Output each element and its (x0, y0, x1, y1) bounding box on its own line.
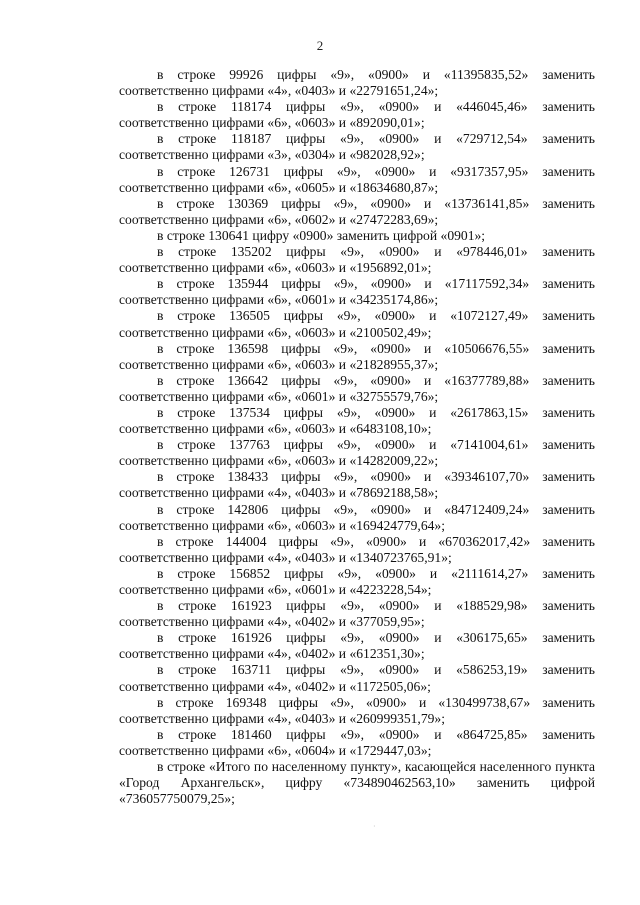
amendment-line-2: соответственно цифрами «6», «0603» и «169424779,64»; (119, 517, 445, 533)
amendment-line-1: в строке 126731 цифры «9», «0900» и «9317357,95» заменить (157, 163, 595, 179)
amendment-line-2: соответственно цифрами «4», «0403» и «1340723765,91»; (119, 549, 452, 565)
amendment-item (119, 228, 595, 244)
amendment-item (119, 695, 595, 727)
amendment-item (119, 437, 595, 469)
amendment-line-1: в строке 163711 цифры «9», «0900» и «586253,19» заменить (157, 662, 595, 678)
amendment-line-1: в строке 137534 цифры «9», «0900» и «2617863,15» заменить (157, 404, 595, 420)
amendment-line-1: в строке 144004 цифры «9», «0900» и «670362017,42» заменить (157, 533, 595, 549)
amendment-item (119, 196, 595, 228)
amendment-line-2: соответственно цифрами «4», «0403» и «22791651,24»; (119, 83, 439, 99)
amendment-line-1: в строке 161926 цифры «9», «0900» и «306175,65» заменить (157, 630, 595, 646)
document-body (119, 67, 595, 759)
amendment-line-1: в строке 130369 цифры «9», «0900» и «13736141,85» заменить (157, 195, 595, 211)
amendment-line-2: соответственно цифрами «6», «0601» и «34235174,86»; (119, 292, 439, 308)
amendment-item (119, 598, 595, 630)
amendment-line-1: в строке 156852 цифры «9», «0900» и «2111614,27» заменить (157, 565, 595, 581)
amendment-line-2: соответственно цифрами «6», «0603» и «1956892,01»; (119, 260, 432, 276)
margin-mark: · (373, 822, 376, 831)
amendment-line-2: соответственно цифрами «4», «0402» и «1172505,06»; (119, 678, 431, 694)
amendment-line-1: в строке 181460 цифры «9», «0900» и «864725,85» заменить (157, 726, 595, 742)
amendment-line-2: соответственно цифрами «4», «0402» и «377059,95»; (119, 614, 425, 630)
amendment-line-1: в строке 118187 цифры «9», «0900» и «729712,54» заменить (157, 131, 595, 147)
amendment-line-2: соответственно цифрами «3», «0304» и «982028,92»; (119, 147, 425, 163)
amendment-line-2: соответственно цифрами «6», «0603» и «2100502,49»; (119, 324, 432, 340)
amendment-line-2: соответственно цифрами «6», «0603» и «6483108,10»; (119, 421, 432, 437)
amendment-line-2: соответственно цифрами «6», «0602» и «27472283,69»; (119, 211, 439, 227)
amendment-line-1: в строке 142806 цифры «9», «0900» и «84712409,24» заменить (157, 501, 595, 517)
amendment-item (119, 131, 595, 163)
amendment-line-1: в строке 99926 цифры «9», «0900» и «11395835,52» заменить (157, 67, 595, 82)
amendment-item (119, 502, 595, 534)
amendment-line-2: соответственно цифрами «6», «0601» и «4223228,54»; (119, 582, 432, 597)
amendment-line-2: соответственно цифрами «6», «0601» и «32755579,76»; (119, 388, 439, 404)
amendment-line-2: соответственно цифрами «6», «0605» и «18634680,87»; (119, 179, 439, 195)
amendment-line-2: соответственно цифрами «4», «0402» и «612351,30»; (119, 646, 425, 662)
final-paragraph: в строке «Итого по населенному пункту», касающейся населенного пункта «Город Архангельск», цифру «734890462563,10» заменить цифрой «736057750079,25»; (119, 759, 595, 807)
amendment-item (119, 534, 595, 566)
amendment-item (119, 469, 595, 501)
amendment-line-1: в строке 135202 цифры «9», «0900» и «978446,01» заменить (157, 244, 595, 260)
amendment-item (119, 164, 595, 196)
amendment-line-1: в строке 136642 цифры «9», «0900» и «16377789,88» заменить (157, 372, 595, 388)
amendment-line-2: соответственно цифрами «6», «0603» и «892090,01»; (119, 115, 425, 131)
amendment-item (119, 67, 595, 99)
amendment-line-1: в строке 161923 цифры «9», «0900» и «188529,98» заменить (157, 598, 595, 614)
amendment-line-1: в строке 137763 цифры «9», «0900» и «7141004,61» заменить (157, 437, 595, 453)
amendment-line-1: в строке 169348 цифры «9», «0900» и «130499738,67» заменить (157, 694, 595, 710)
amendment-line-1: в строке 135944 цифры «9», «0900» и «17117592,34» заменить (157, 276, 595, 292)
amendment-item (119, 373, 595, 405)
amendment-item (119, 341, 595, 373)
amendment-line-2: соответственно цифрами «4», «0403» и «78692188,58»; (119, 485, 439, 501)
amendment-item (119, 727, 595, 759)
amendment-line-1: в строке 138433 цифры «9», «0900» и «39346107,70» заменить (157, 469, 595, 485)
amendment-item (119, 630, 595, 662)
amendment-item (119, 99, 595, 131)
amendment-line-1: в строке 118174 цифры «9», «0900» и «446045,46» заменить (157, 99, 595, 115)
amendment-line: в строке 130641 цифру «0900» заменить цифрой «0901»; (157, 227, 486, 243)
amendment-item (119, 405, 595, 437)
amendment-line-1: в строке 136598 цифры «9», «0900» и «10506676,55» заменить (157, 340, 595, 356)
amendment-item (119, 308, 595, 340)
amendment-item (119, 276, 595, 308)
amendment-line-2: соответственно цифрами «6», «0604» и «1729447,03»; (119, 742, 432, 758)
amendment-line-2: соответственно цифрами «6», «0603» и «14282009,22»; (119, 453, 439, 469)
amendment-line-2: соответственно цифрами «6», «0603» и «21828955,37»; (119, 356, 439, 372)
amendment-item (119, 662, 595, 694)
amendment-line-1: в строке 136505 цифры «9», «0900» и «1072127,49» заменить (157, 308, 595, 324)
amendment-line-2: соответственно цифрами «4», «0403» и «260999351,79»; (119, 710, 445, 726)
page-number: 2 (316, 38, 324, 53)
amendment-item (119, 566, 595, 598)
amendment-item (119, 244, 595, 276)
